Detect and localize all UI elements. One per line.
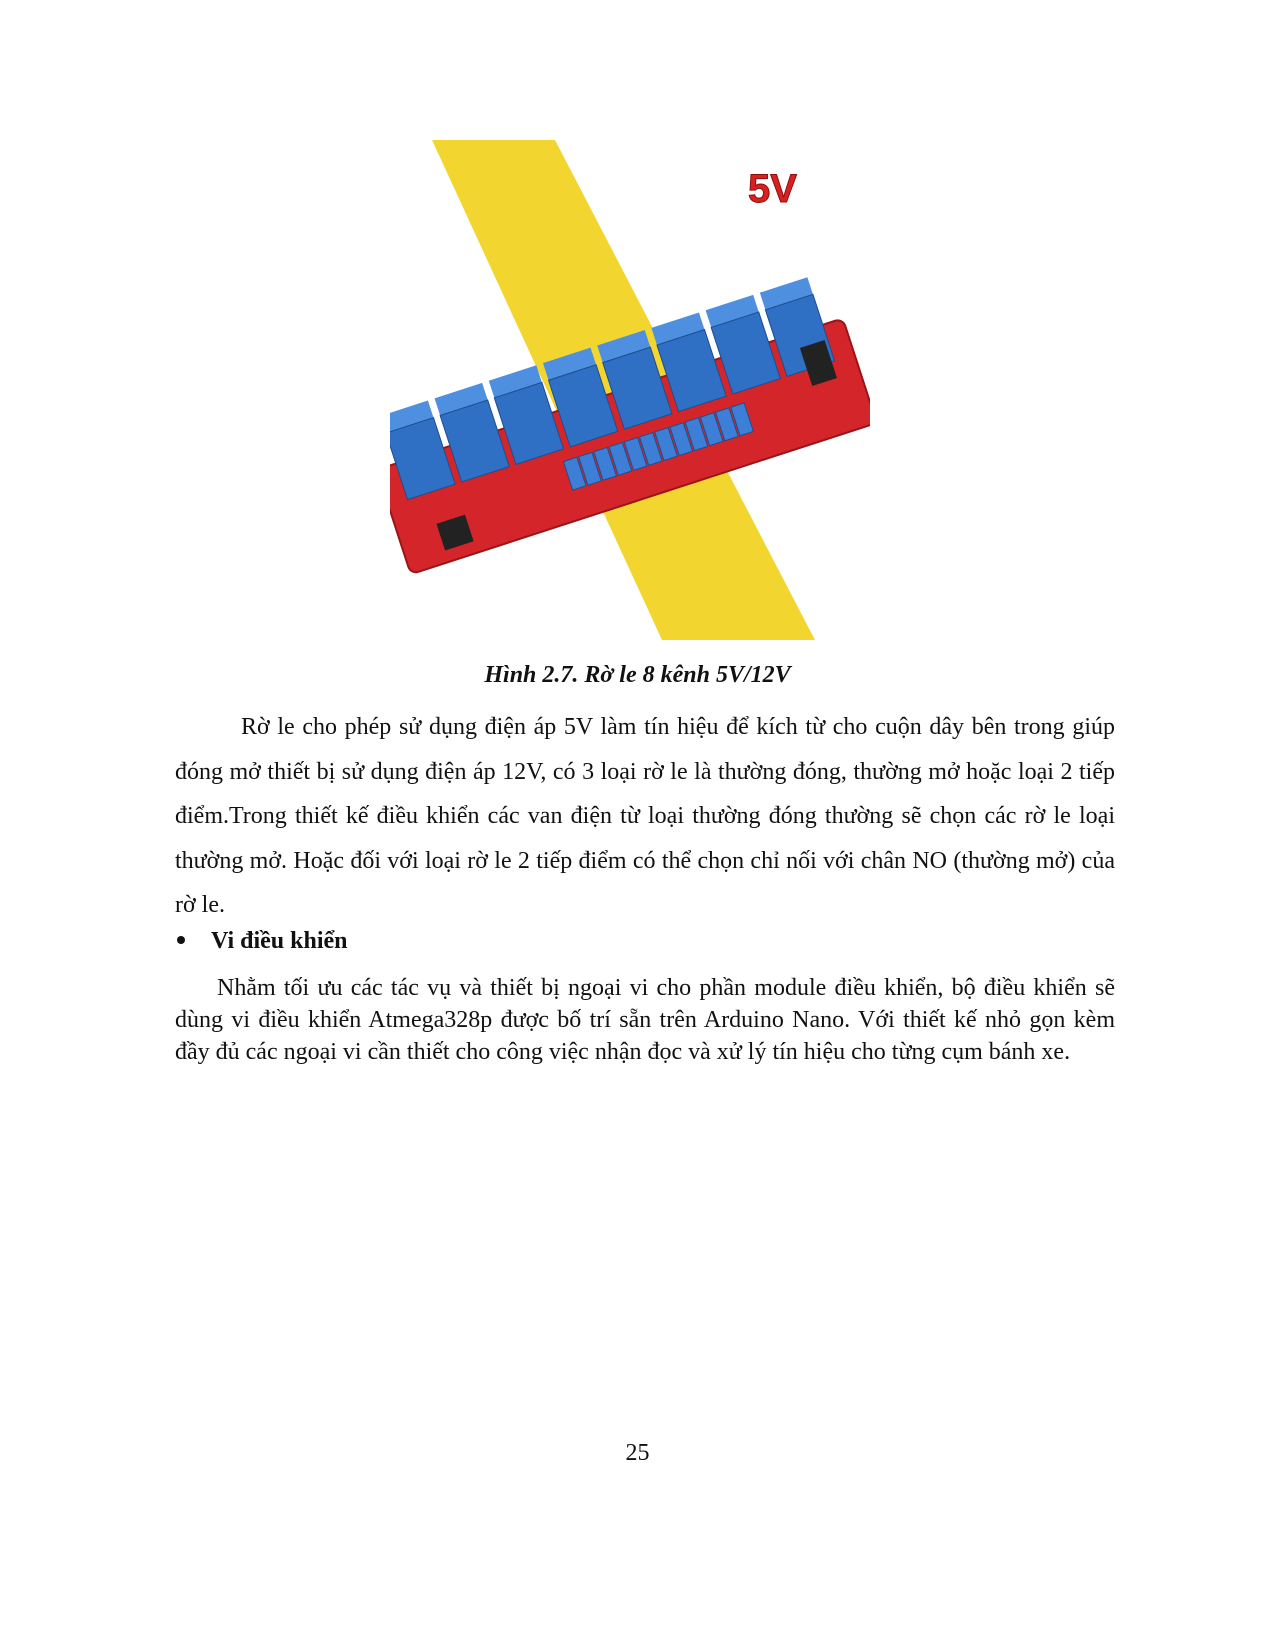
relay-module-figure — [390, 140, 870, 640]
bullet-heading-text: Vi điều khiển — [211, 928, 348, 954]
paragraph-microcontroller: Nhằm tối ưu các tác vụ và thiết bị ngoại vi cho phần module điều khiển, bộ điều khiển sẽ dùng vi điều khiển Atmega328p được bố trí sẵn trên Arduino Nano. Với thiết kế nhỏ gọn kèm đầy đủ các ngoại vi cần thiết cho công việc nhận đọc và xử lý tín hiệu cho từng cụm bánh xe. — [175, 975, 1115, 1065]
relay-module-image — [390, 140, 870, 640]
paragraph-relay-description: Rờ le cho phép sử dụng điện áp 5V làm tín hiệu để kích từ cho cuộn dây bên trong giúp đóng mở thiết bị sử dụng điện áp 12V, có 3 loại rờ le là thường đóng, thường mở hoặc loại 2 tiếp điểm.Trong thiết kế điều khiển các van điện từ loại thường đóng thường sẽ chọn các rờ le loại thường mở. Hoặc đối với loại rờ le 2 tiếp điểm có thể chọn chỉ nối với chân NO (thường mở) của rờ le. — [175, 714, 1115, 918]
page-number: 25 — [625, 1440, 650, 1466]
bullet-heading — [175, 928, 348, 955]
bullet-icon — [177, 936, 185, 944]
voltage-badge: 5V — [748, 167, 797, 211]
figure-caption: Hình 2.7. Rờ le 8 kênh 5V/12V — [484, 662, 791, 688]
